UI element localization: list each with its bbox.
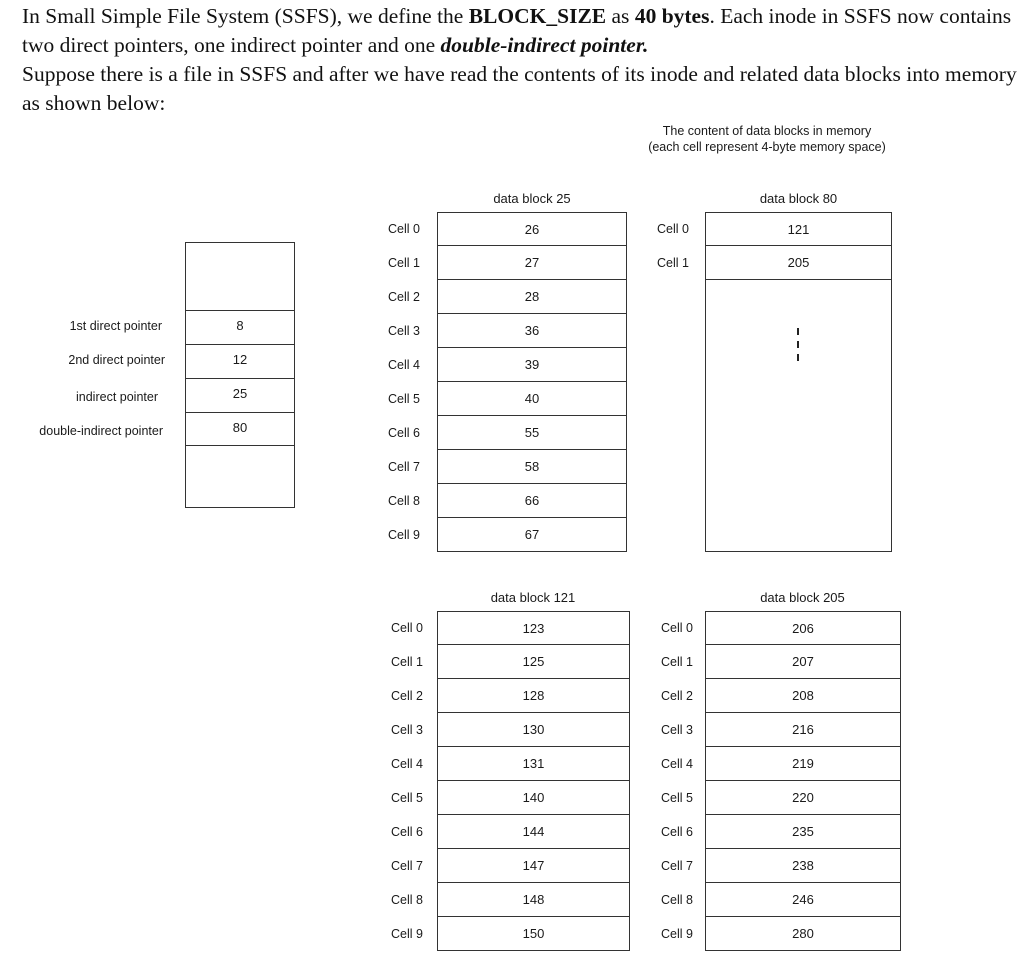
cell-value: 238	[705, 849, 901, 883]
cell-value: 28	[437, 280, 627, 314]
cell-label: Cell 3	[391, 723, 423, 737]
ellipsis-dots	[797, 328, 800, 367]
cell-value: 66	[437, 484, 627, 518]
inode-divider	[185, 445, 295, 446]
diagram-caption	[617, 123, 917, 155]
cell-label: Cell 0	[661, 621, 693, 635]
cell-value: 131	[437, 747, 630, 781]
intro-paragraph-1	[22, 2, 1017, 60]
pointer-label: indirect pointer	[76, 390, 158, 404]
inode-value: 8	[236, 318, 244, 333]
problem-statement	[22, 2, 1017, 118]
cell-label: Cell 1	[661, 655, 693, 669]
cell-label: Cell 1	[657, 256, 689, 270]
intro-text: as	[606, 4, 635, 28]
cell-value: 67	[437, 518, 627, 552]
cell-value: 207	[705, 645, 901, 679]
caption-line-2: (each cell represent 4-byte memory space)	[648, 140, 886, 154]
cell-label: Cell 7	[388, 460, 420, 474]
cell-label: Cell 0	[388, 222, 420, 236]
inode-divider	[185, 344, 295, 345]
cell-label: Cell 4	[661, 757, 693, 771]
cell-label: Cell 6	[388, 426, 420, 440]
cell-value: 26	[437, 212, 627, 246]
block-title: data block 25	[493, 191, 571, 206]
block-size-value: 40 bytes	[634, 4, 710, 28]
cell-label: Cell 0	[657, 222, 689, 236]
cell-value: 40	[437, 382, 627, 416]
inode-box	[185, 242, 295, 508]
cell-label: Cell 4	[391, 757, 423, 771]
inode-value: 80	[232, 420, 248, 435]
cell-value: 39	[437, 348, 627, 382]
cell-value: 205	[705, 246, 892, 280]
cell-value: 125	[437, 645, 630, 679]
cell-value: 128	[437, 679, 630, 713]
inode-value: 12	[232, 352, 248, 367]
cell-label: Cell 8	[661, 893, 693, 907]
cell-value: 144	[437, 815, 630, 849]
cell-label: Cell 2	[388, 290, 420, 304]
cell-value: 58	[437, 450, 627, 484]
cell-label: Cell 8	[388, 494, 420, 508]
inode-value: 25	[232, 386, 248, 401]
cell-value: 206	[705, 611, 901, 645]
cell-label: Cell 7	[391, 859, 423, 873]
cell-value: 148	[437, 883, 630, 917]
cell-label: Cell 7	[661, 859, 693, 873]
block-remainder	[705, 280, 892, 552]
cell-value: 216	[705, 713, 901, 747]
cell-value: 219	[705, 747, 901, 781]
cell-label: Cell 3	[661, 723, 693, 737]
cell-value: 121	[705, 212, 892, 246]
double-indirect-term: double-indirect pointer.	[440, 33, 649, 57]
cell-value: 55	[437, 416, 627, 450]
intro-paragraph-2: Suppose there is a file in SSFS and after we have read the contents of its inode and related data blocks into memory as shown below:	[22, 62, 1017, 115]
cell-value: 147	[437, 849, 630, 883]
cell-value: 123	[437, 611, 630, 645]
cell-label: Cell 5	[661, 791, 693, 805]
cell-label: Cell 9	[391, 927, 423, 941]
pointer-label: 1st direct pointer	[69, 319, 162, 333]
cell-label: Cell 9	[661, 927, 693, 941]
cell-label: Cell 2	[391, 689, 423, 703]
cell-value: 220	[705, 781, 901, 815]
cell-label: Cell 5	[388, 392, 420, 406]
caption-line-1: The content of data blocks in memory	[662, 124, 872, 138]
cell-label: Cell 0	[391, 621, 423, 635]
cell-value: 246	[705, 883, 901, 917]
cell-value: 140	[437, 781, 630, 815]
cell-value: 235	[705, 815, 901, 849]
cell-label: Cell 2	[661, 689, 693, 703]
cell-value: 36	[437, 314, 627, 348]
block-title: data block 80	[759, 191, 838, 206]
cell-value: 208	[705, 679, 901, 713]
cell-label: Cell 9	[388, 528, 420, 542]
block-size-term: BLOCK_SIZE	[468, 4, 607, 28]
cell-label: Cell 6	[661, 825, 693, 839]
cell-value: 130	[437, 713, 630, 747]
block-title: data block 121	[490, 590, 576, 605]
cell-label: Cell 1	[391, 655, 423, 669]
pointer-label: double-indirect pointer	[39, 424, 163, 438]
cell-label: Cell 3	[388, 324, 420, 338]
pointer-label: 2nd direct pointer	[68, 353, 165, 367]
cell-label: Cell 8	[391, 893, 423, 907]
intro-text: In Small Simple File System (SSFS), we define the	[22, 4, 469, 28]
intro-text: . Each inode in SSFS now contains two direct pointers, one indirect pointer and one	[22, 4, 1012, 57]
inode-divider	[185, 310, 295, 311]
cell-label: Cell 6	[391, 825, 423, 839]
inode-divider	[185, 378, 295, 379]
cell-value: 150	[437, 917, 630, 951]
inode-divider	[185, 412, 295, 413]
cell-label: Cell 1	[388, 256, 420, 270]
block-title: data block 205	[760, 590, 845, 605]
cell-label: Cell 4	[388, 358, 420, 372]
cell-value: 27	[437, 246, 627, 280]
cell-value: 280	[705, 917, 901, 951]
cell-label: Cell 5	[391, 791, 423, 805]
